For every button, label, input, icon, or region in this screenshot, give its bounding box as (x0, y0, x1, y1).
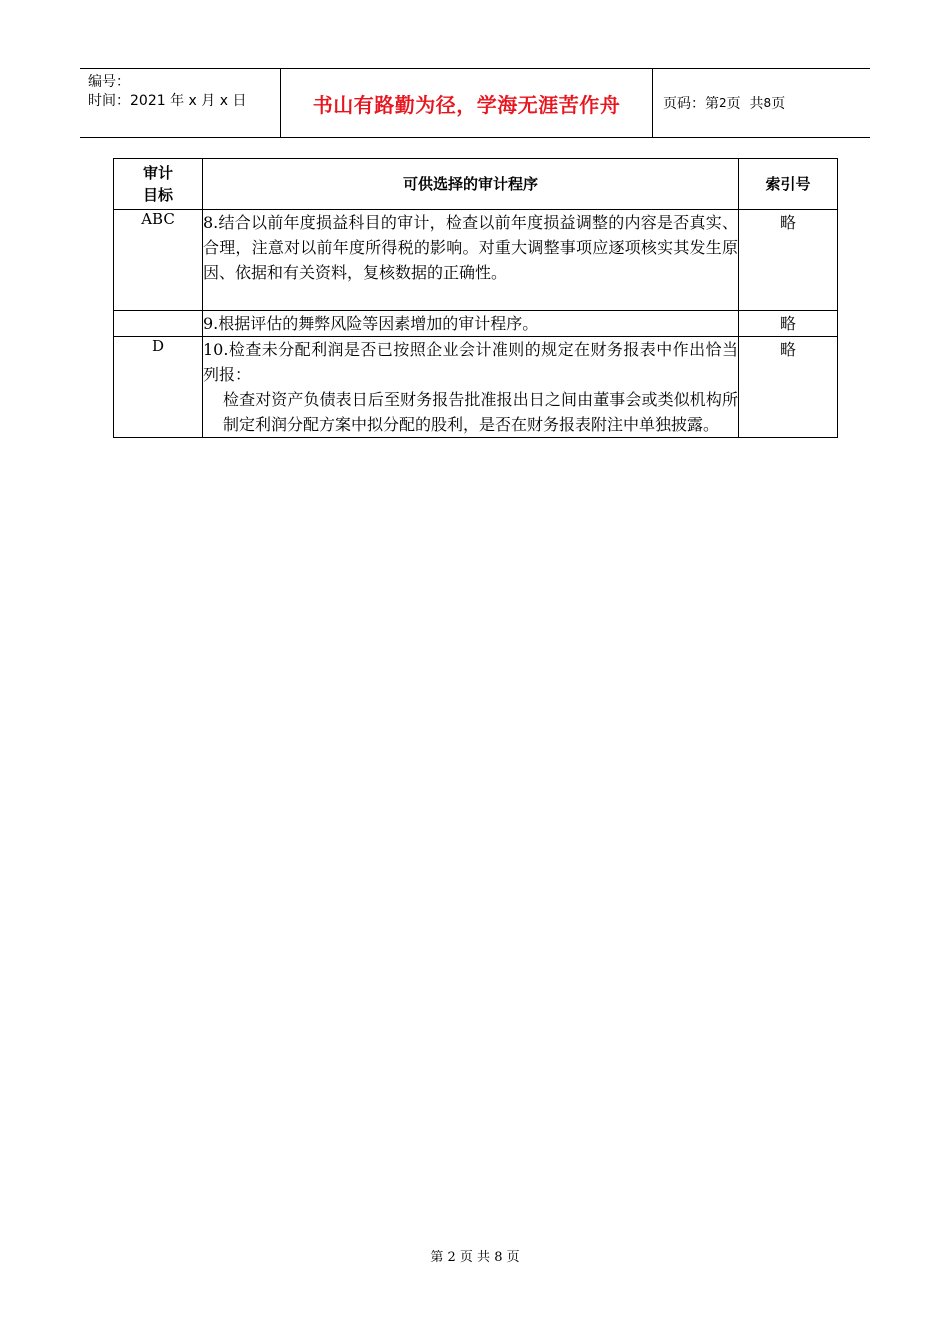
row-objective (114, 311, 203, 337)
header-motto: 书山有路勤为径，学海无涯苦作舟 (281, 69, 653, 137)
page-mid: 页 共 (726, 96, 764, 112)
page-footer: 第 2 页 共 8 页 (430, 1250, 520, 1265)
time-month-suffix: 月 (201, 93, 216, 109)
page-prefix: 页码：第 (663, 96, 719, 112)
page-suffix: 页 (771, 96, 786, 112)
row-index: 略 (739, 311, 838, 337)
document-number-label: 编号： (88, 74, 130, 90)
table-row (114, 337, 838, 438)
table-row (114, 311, 838, 337)
header-procedure: 可供选择的审计程序 (203, 159, 739, 210)
header-objective-text: 审计目标 (142, 164, 173, 204)
audit-procedures-table (113, 158, 838, 438)
row-procedure: 8.结合以前年度损益科目的审计，检查以前年度损益调整的内容是否真实、合理，注意对以前年度所得税的影响。对重大调整事项应逐项核实其发生原因、依据和有关资料，复核数据的正确性。 (203, 210, 739, 311)
row-objective: ABC (114, 210, 203, 311)
row-procedure-sub: 检查对资产负债表日后至财务报告批准报出日之间由董事会或类似机构所制定利润分配方案中拟分配的股利，是否在财务报表附注中单独披露。 (223, 390, 738, 434)
table-header-row (114, 159, 838, 210)
time-month: x (188, 93, 197, 109)
time-year-suffix: 年 (170, 93, 185, 109)
page-header (80, 68, 870, 138)
header-index: 索引号 (739, 159, 838, 210)
row-procedure-cell (203, 337, 739, 438)
row-procedure: 10.检查未分配利润是否已按照企业会计准则的规定在财务报表中作出恰当列报： (203, 340, 738, 384)
time-day: x (219, 93, 229, 109)
page-total: 8 (763, 96, 772, 110)
row-index: 略 (739, 210, 838, 311)
row-index: 略 (739, 337, 838, 438)
page-current: 2 (719, 96, 727, 110)
row-objective: D (114, 337, 203, 438)
header-page-info (653, 69, 870, 137)
table-row (114, 210, 838, 311)
time-day-suffix: 日 (232, 93, 247, 109)
time-label: 时间： (88, 93, 130, 109)
row-procedure: 9.根据评估的舞弊风险等因素增加的审计程序。 (203, 311, 739, 337)
document-time (88, 92, 280, 111)
header-objective (114, 159, 203, 210)
header-meta (80, 69, 281, 137)
time-year: 2021 (130, 93, 166, 109)
